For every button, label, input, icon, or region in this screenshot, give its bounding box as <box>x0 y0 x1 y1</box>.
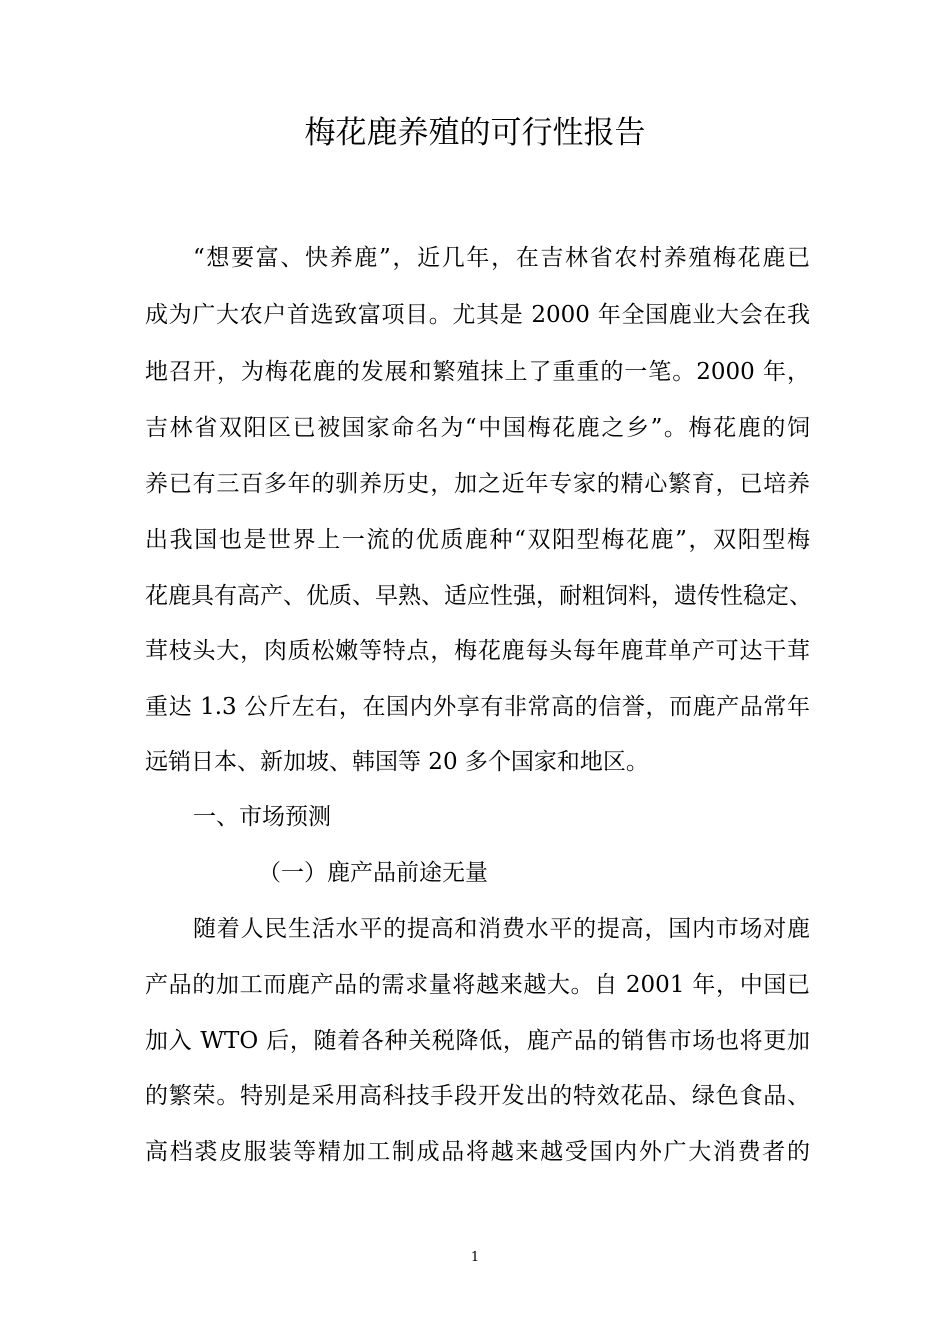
text-line: 随着人民生活水平的提高和消费水平的提高，国内市场对鹿 <box>193 916 810 942</box>
text-line: 成为广大农户首选致富项目。尤其是 2000 年全国鹿业大会在我 <box>145 302 810 328</box>
page-title: 梅花鹿养殖的可行性报告 <box>304 115 646 151</box>
text-line: 高档裘皮服装等精加工制成品将越来越受国内外广大消费者的 <box>145 1139 810 1165</box>
text-line: 出我国也是世界上一流的优质鹿种“双阳型梅花鹿”，双阳型梅 <box>145 527 810 553</box>
section-heading: 一、市场预测 <box>193 804 331 830</box>
text-line: 产品的加工而鹿产品的需求量将越来越大。自 2001 年，中国已 <box>145 972 810 998</box>
text-line: 养已有三百多年的驯养历史，加之近年专家的精心繁育，已培养 <box>145 471 810 497</box>
text-line: 加入 WTO 后，随着各种关税降低，鹿产品的销售市场也将更加 <box>145 1028 810 1054</box>
text-line: 重达 1.3 公斤左右，在国内外享有非常高的信誉，而鹿产品常年 <box>145 694 810 720</box>
text-line: 茸枝头大，肉质松嫩等特点，梅花鹿每头每年鹿茸单产可达干茸 <box>145 638 810 664</box>
subsection-heading: （一）鹿产品前途无量 <box>258 860 488 886</box>
text-line: 地召开，为梅花鹿的发展和繁殖抹上了重重的一笔。2000 年， <box>145 359 810 385</box>
text-line: 的繁荣。特别是采用高科技手段开发出的特效花品、绿色食品、 <box>145 1083 810 1109</box>
text-line: “想要富、快养鹿”，近几年，在吉林省农村养殖梅花鹿已 <box>193 245 810 271</box>
text-line: 吉林省双阳区已被国家命名为“中国梅花鹿之乡”。梅花鹿的饲 <box>145 415 810 441</box>
page-number: 1 <box>470 1250 480 1265</box>
text-line: 远销日本、新加坡、韩国等 20 多个国家和地区。 <box>145 749 649 775</box>
text-line: 花鹿具有高产、优质、早熟、适应性强，耐粗饲料，遗传性稳定、 <box>145 583 812 609</box>
